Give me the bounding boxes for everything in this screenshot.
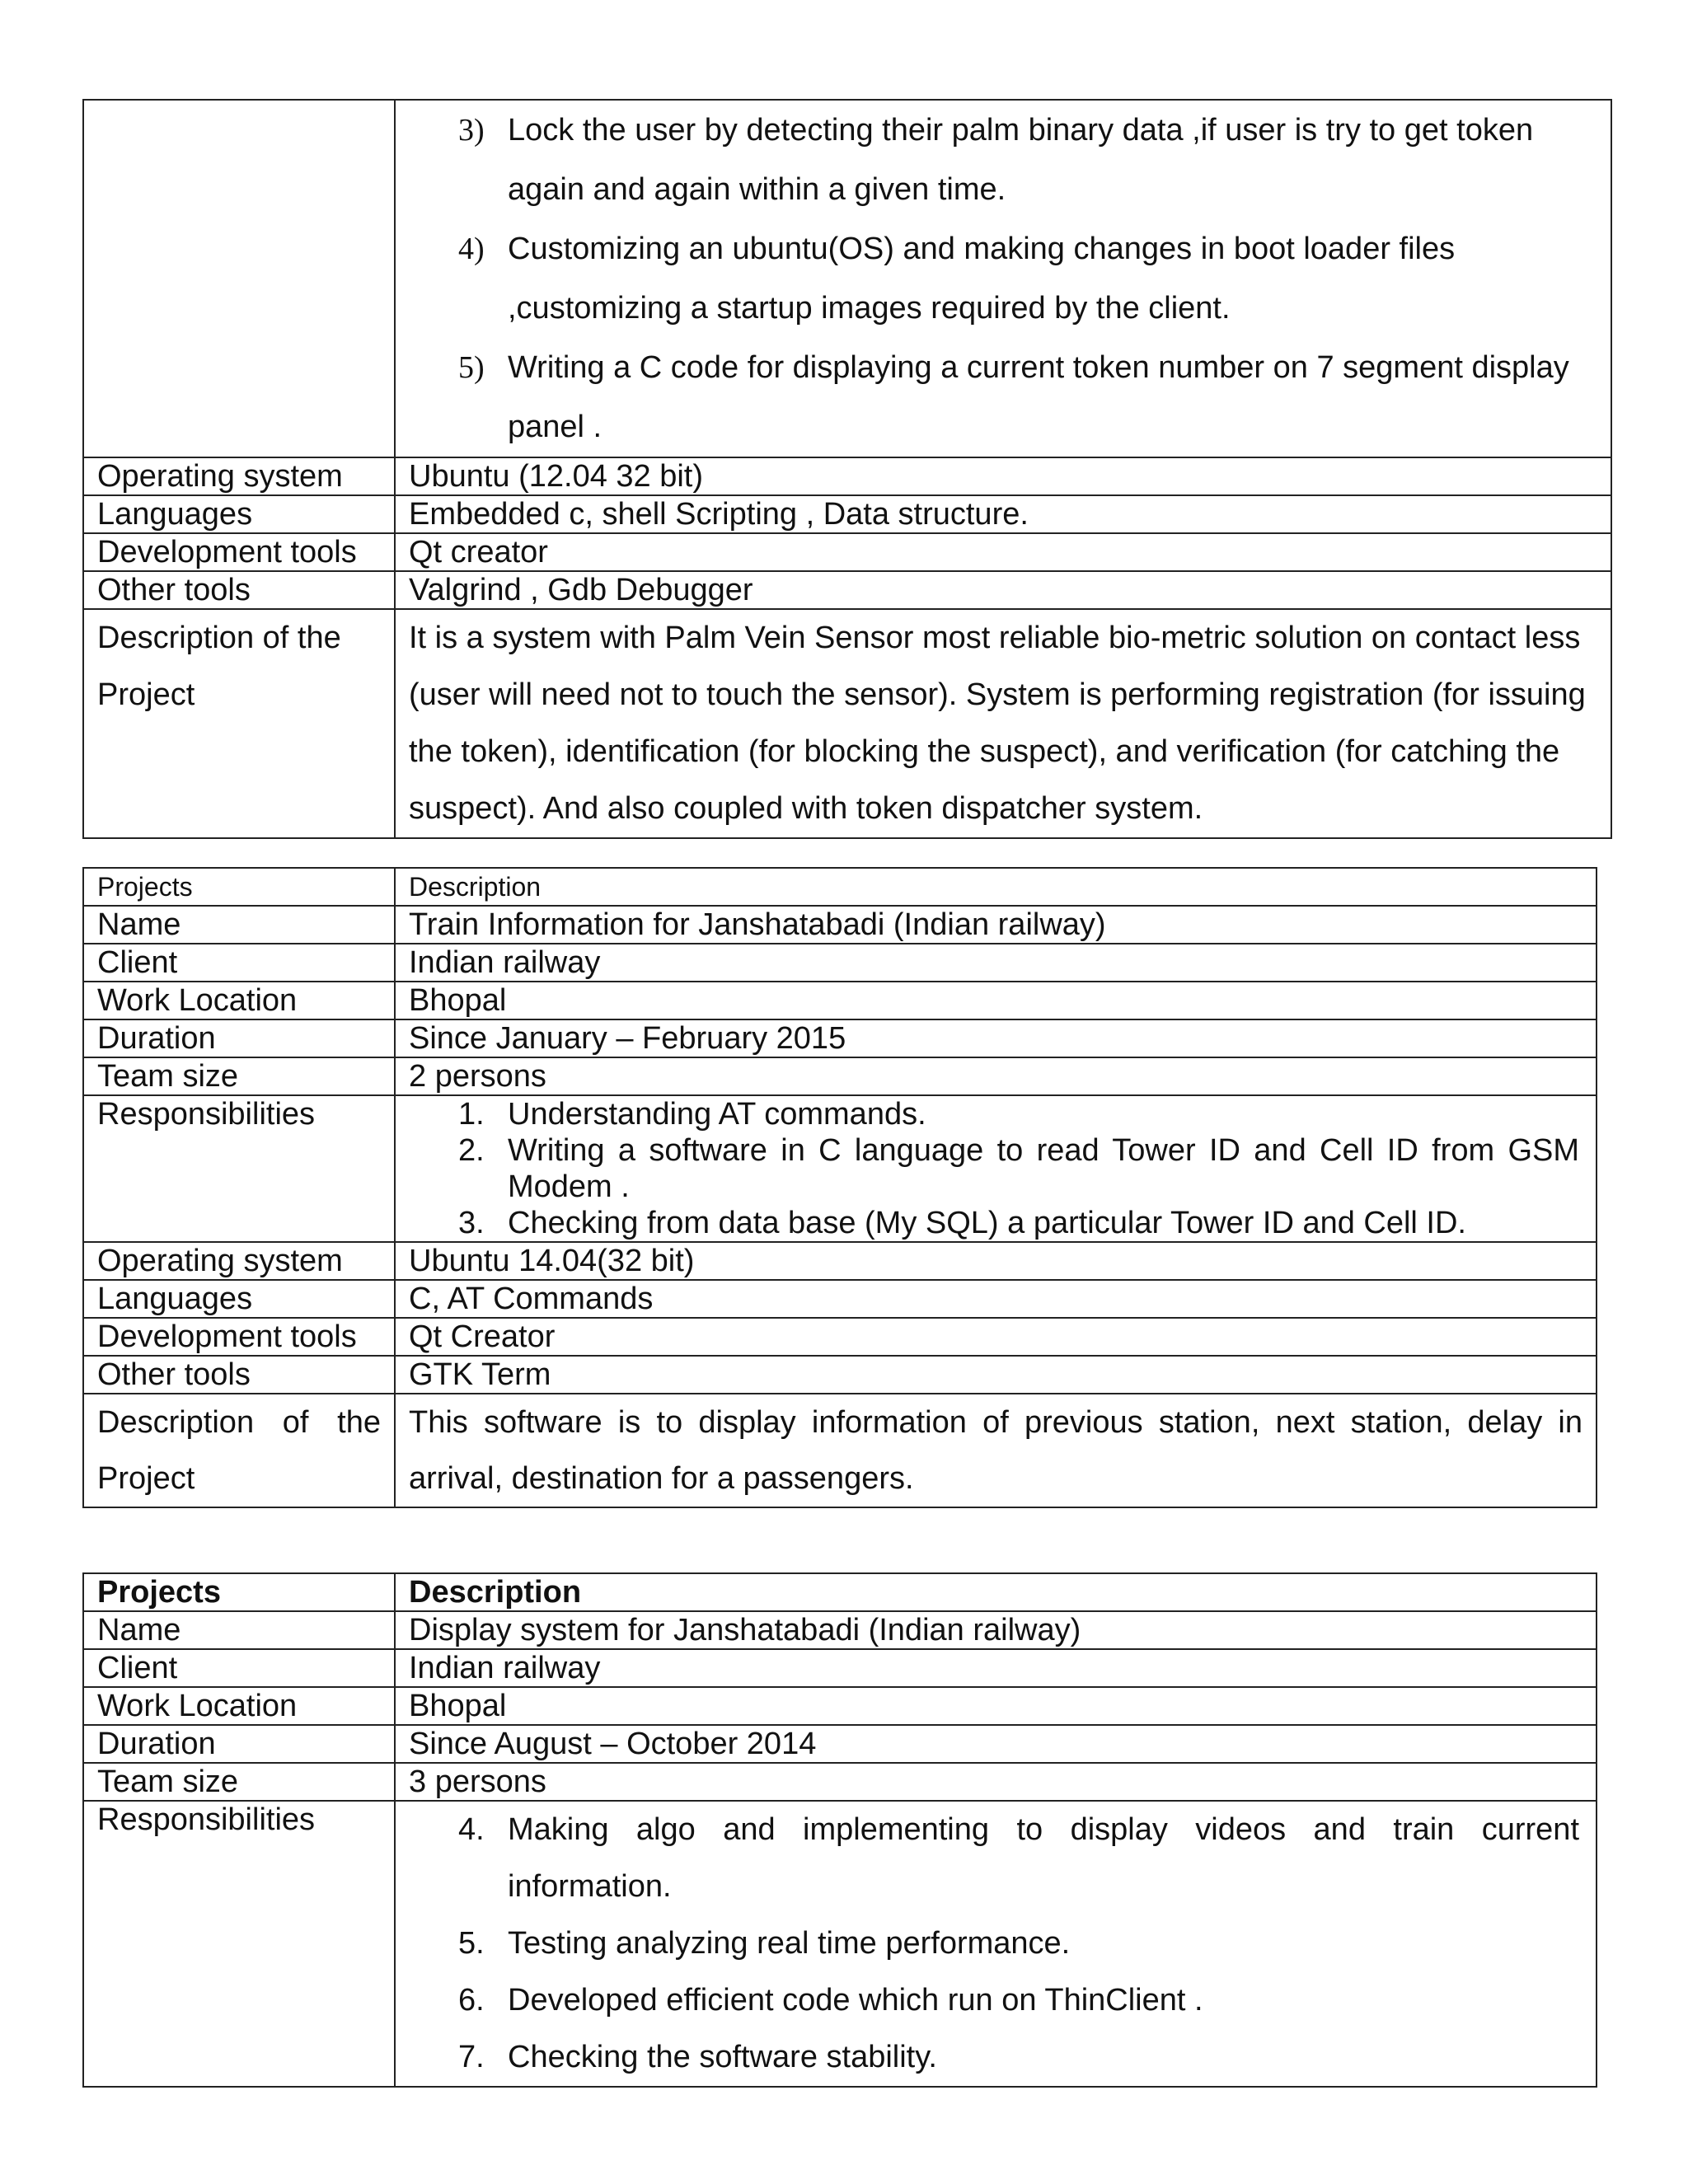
list-item: 3) Lock the user by detecting their palm binary data ,if user is try to get token again and again within a given time. (458, 113, 1534, 207)
work-location-value: Bhopal (395, 1687, 1597, 1725)
responsibilities-cell (395, 100, 1611, 457)
responsibilities-list (409, 101, 1597, 457)
project-table-train-information (82, 867, 1597, 1508)
languages-label: Languages (83, 1280, 395, 1318)
list-item: 6. Developed efficient code which run on ThinClient . (458, 1983, 1203, 2018)
table-row (83, 1356, 1597, 1394)
table-header-row (83, 1573, 1597, 1611)
table-row (83, 533, 1611, 571)
dev-tools-label: Development tools (83, 533, 395, 571)
table-row (83, 1318, 1597, 1356)
os-value: Ubuntu 14.04(32 bit) (395, 1242, 1597, 1280)
project-table-palm-vein (82, 99, 1612, 839)
list-item: 4) Customizing an ubuntu(OS) and making changes in boot loader files ,customizing a startup images required by the client. (458, 232, 1456, 326)
list-item: 1. Understanding AT commands. (458, 1097, 926, 1132)
duration-value: Since August – October 2014 (395, 1725, 1597, 1763)
table-row (83, 495, 1611, 533)
table-row (83, 944, 1597, 982)
project-table-display-system (82, 1572, 1597, 2088)
table-row (83, 1394, 1597, 1507)
work-location-label: Work Location (83, 982, 395, 1019)
team-size-value: 3 persons (395, 1763, 1597, 1801)
responsibilities-cell (395, 1095, 1597, 1242)
projects-header: Projects (83, 868, 395, 906)
description-value: This software is to display information of previous station, next station, delay in arrival, destination for a passengers. (395, 1394, 1597, 1507)
table-row (83, 1280, 1597, 1318)
dev-tools-value: Qt Creator (395, 1318, 1597, 1356)
list-item: 2. Writing a software in C language to read Tower ID and Cell ID from GSM Modem . (458, 1133, 1579, 1204)
client-value: Indian railway (395, 1649, 1597, 1687)
description-value: It is a system with Palm Vein Sensor most reliable bio-metric solution on contact less (user will need not to touch the sensor). System is performing registration (for issuing the token), identification (for blocking the suspect), and verification (for catching the suspect). And also coupled with token dispatcher system. (395, 609, 1611, 838)
duration-label: Duration (83, 1725, 395, 1763)
team-size-label: Team size (83, 1763, 395, 1801)
table-row (83, 982, 1597, 1019)
client-label: Client (83, 1649, 395, 1687)
client-value: Indian railway (395, 944, 1597, 982)
table-row (83, 1019, 1597, 1057)
table-row (83, 1725, 1597, 1763)
projects-header: Projects (83, 1573, 395, 1611)
client-label: Client (83, 944, 395, 982)
os-label: Operating system (83, 1242, 395, 1280)
list-item: 7. Checking the software stability. (458, 2040, 937, 2074)
description-label: Description of the Project (83, 609, 395, 838)
description-header: Description (395, 868, 1597, 906)
table-row (83, 100, 1611, 457)
dev-tools-value: Qt creator (395, 533, 1611, 571)
list-item: 5) Writing a C code for displaying a current token number on 7 segment display panel . (458, 350, 1569, 444)
dev-tools-label: Development tools (83, 1318, 395, 1356)
responsibilities-list (409, 1096, 1579, 1241)
other-tools-label: Other tools (83, 1356, 395, 1394)
responsibilities-label: Responsibilities (83, 1095, 395, 1242)
list-item: 3. Checking from data base (My SQL) a particular Tower ID and Cell ID. (458, 1206, 1466, 1240)
os-label: Operating system (83, 457, 395, 495)
os-value: Ubuntu (12.04 32 bit) (395, 457, 1611, 495)
name-value: Train Information for Janshatabadi (Indian railway) (395, 906, 1597, 944)
table-row (83, 1649, 1597, 1687)
team-size-label: Team size (83, 1057, 395, 1095)
languages-value: Embedded c, shell Scripting , Data structure. (395, 495, 1611, 533)
name-label: Name (83, 906, 395, 944)
table-row (83, 571, 1611, 609)
languages-value: C, AT Commands (395, 1280, 1597, 1318)
table-row (83, 1763, 1597, 1801)
other-tools-value: Valgrind , Gdb Debugger (395, 571, 1611, 609)
other-tools-value: GTK Term (395, 1356, 1597, 1394)
work-location-label: Work Location (83, 1687, 395, 1725)
table-row (83, 1611, 1597, 1649)
responsibilities-label: Responsibilities (83, 1801, 395, 2087)
description-header: Description (395, 1573, 1597, 1611)
table-row (83, 1687, 1597, 1725)
table-row (83, 906, 1597, 944)
list-item: 4. Making algo and implementing to display videos and train current information. (458, 1812, 1579, 1904)
description-label: Description of the Project (83, 1394, 395, 1507)
table-row (83, 1057, 1597, 1095)
table-row (83, 609, 1611, 838)
work-location-value: Bhopal (395, 982, 1597, 1019)
name-label: Name (83, 1611, 395, 1649)
table-row (83, 457, 1611, 495)
list-item: 5. Testing analyzing real time performance. (458, 1926, 1071, 1961)
duration-label: Duration (83, 1019, 395, 1057)
table-row (83, 1242, 1597, 1280)
table-row (83, 1095, 1597, 1242)
table-row (83, 1801, 1597, 2087)
other-tools-label: Other tools (83, 571, 395, 609)
duration-value: Since January – February 2015 (395, 1019, 1597, 1057)
languages-label: Languages (83, 495, 395, 533)
responsibilities-cell (395, 1801, 1597, 2087)
empty-label-cell (83, 100, 395, 457)
team-size-value: 2 persons (395, 1057, 1597, 1095)
name-value: Display system for Janshatabadi (Indian railway) (395, 1611, 1597, 1649)
responsibilities-list (409, 1802, 1579, 2086)
table-header-row (83, 868, 1597, 906)
